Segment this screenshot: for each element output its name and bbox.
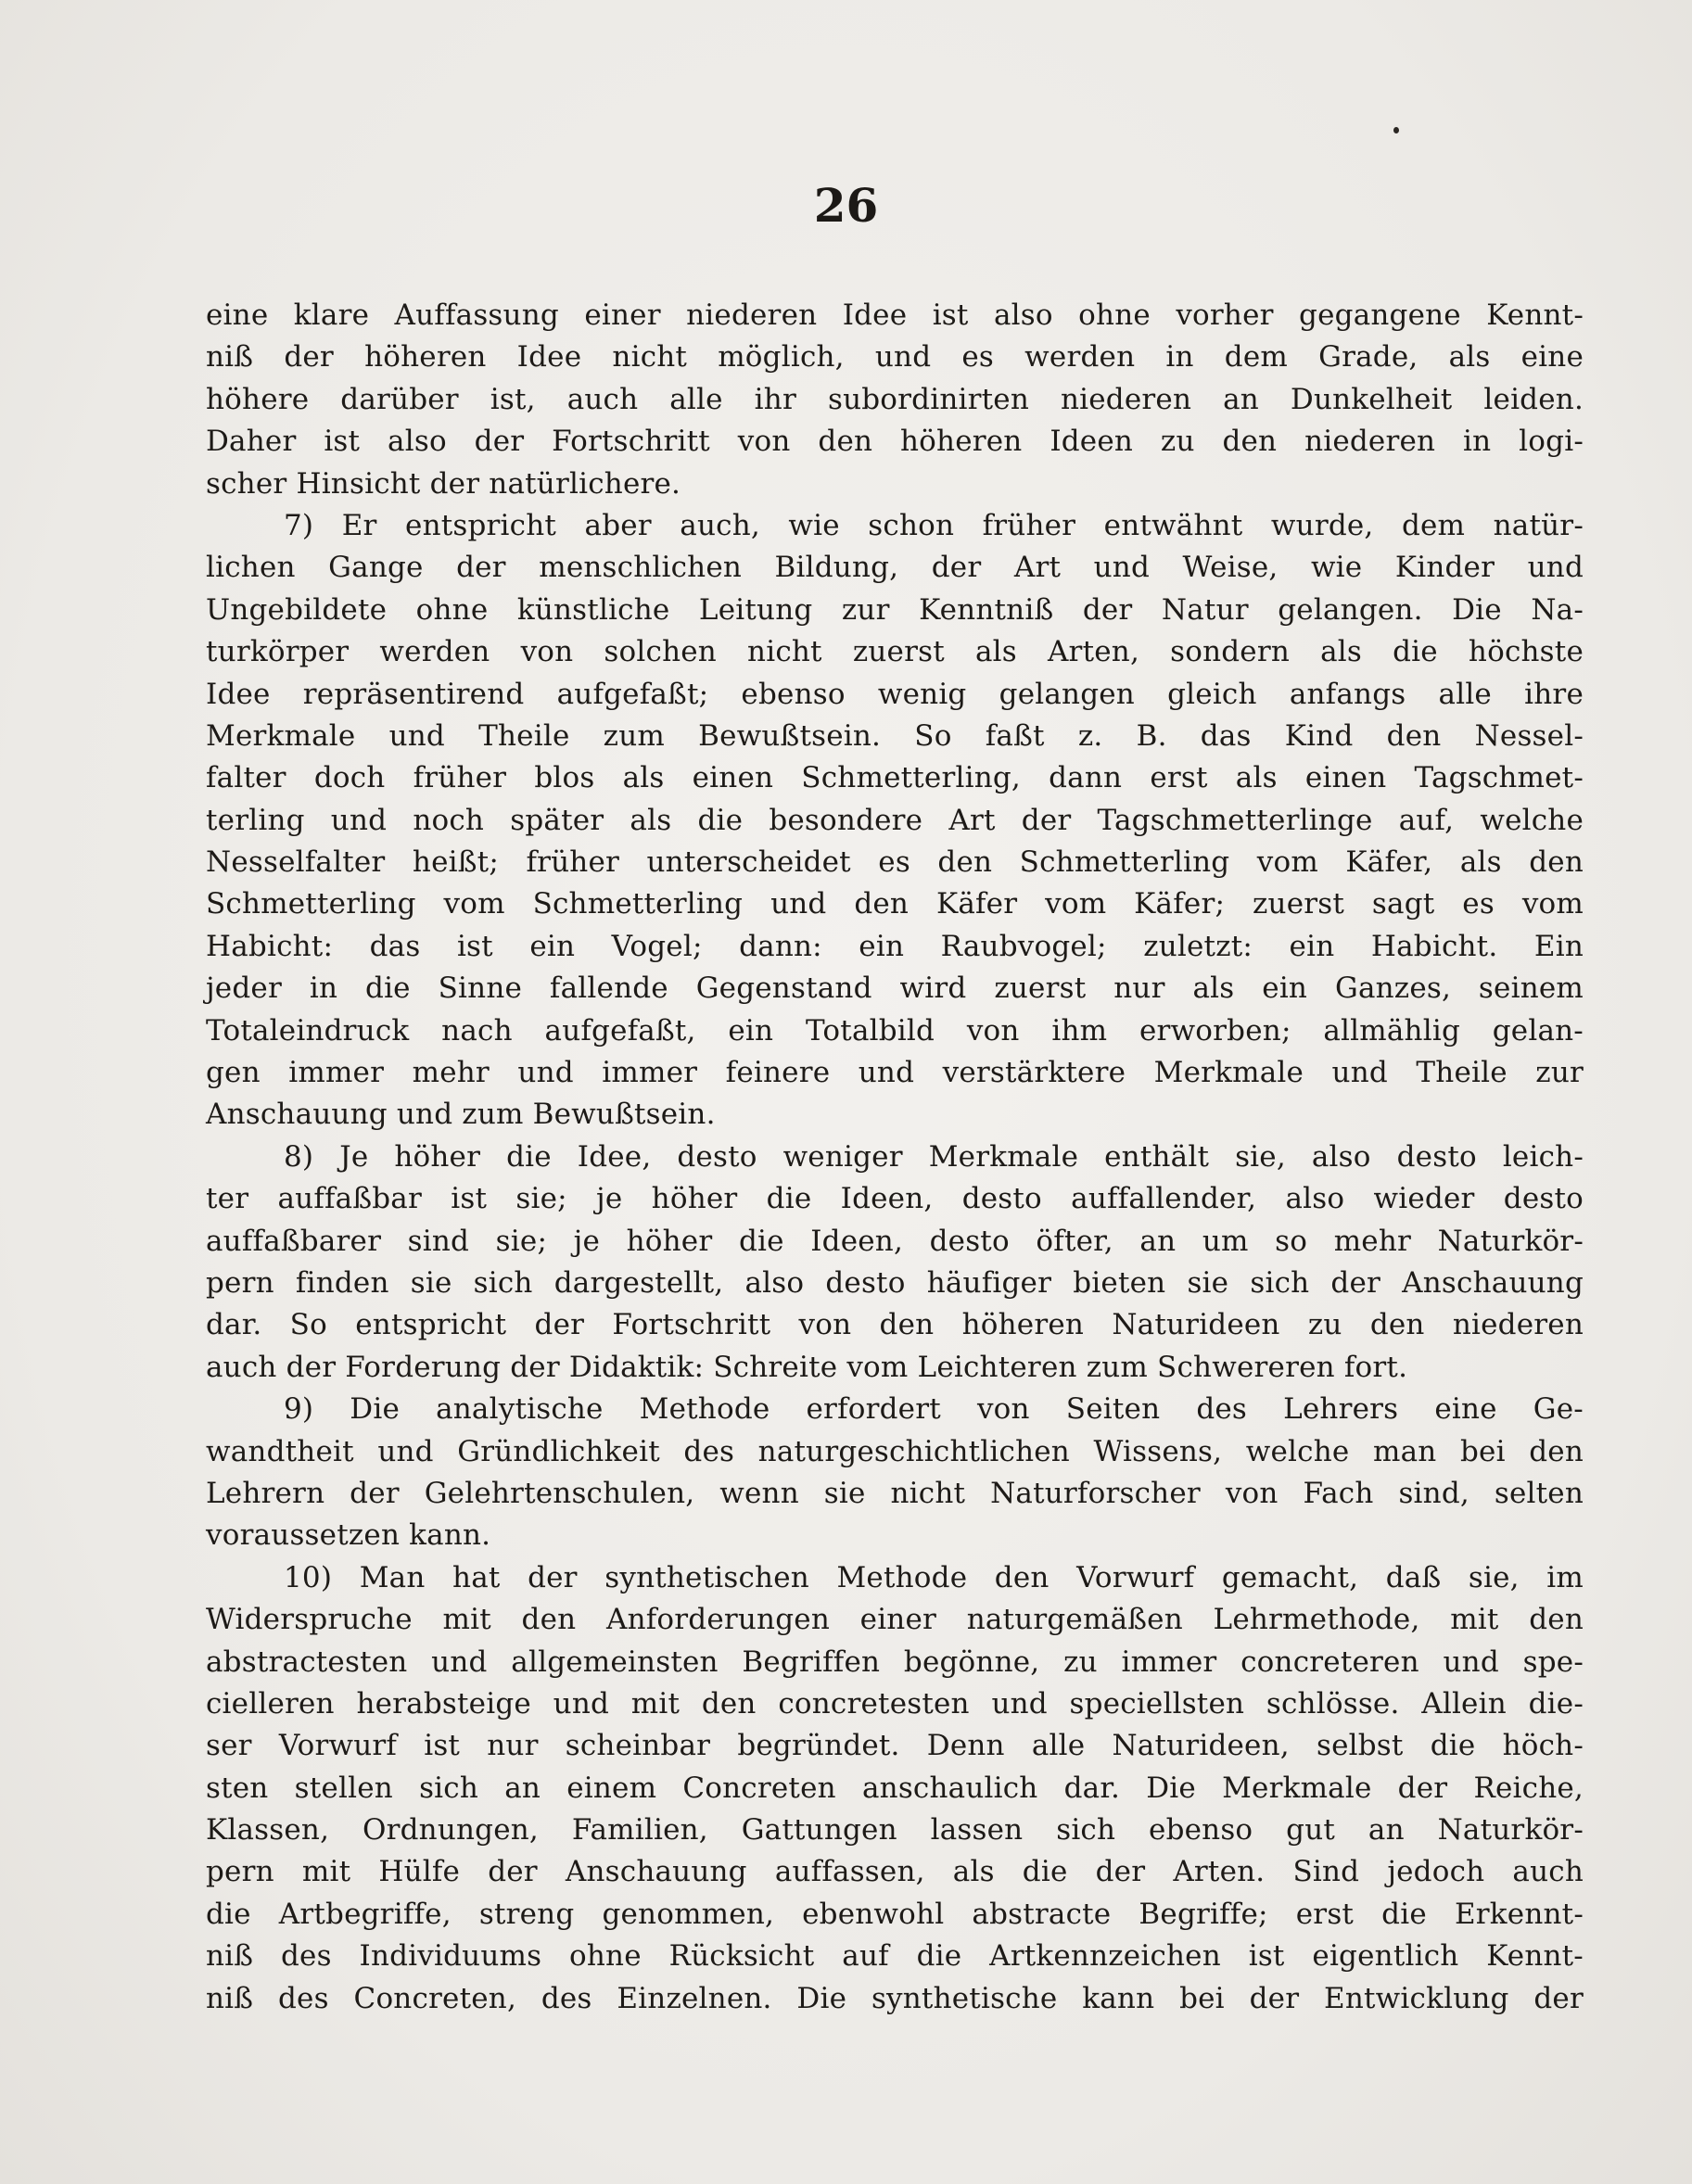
text-line: falter doch früher blos als einen Schmetterling, dann erst als einen Tagschmet- [206,761,1584,795]
text-line: Ungebildete ohne künstliche Leitung zur Kenntniß der Natur gelangen. Die Na- [206,592,1584,627]
text-line: 9) Die analytische Methode erfordert von Seiten des Lehrers eine Ge- [284,1392,1584,1427]
text-line: niß des Individuums ohne Rücksicht auf die Artkennzeichen ist eigentlich Kennt- [206,1939,1584,1974]
text-line: niß des Concreten, des Einzelnen. Die synthetische kann bei der Entwicklung der [206,1981,1584,2015]
text-line: ter auffaßbar ist sie; je höher die Ideen, desto auffallender, also wieder desto [206,1182,1584,1216]
text-line: niß der höheren Idee nicht möglich, und es werden in dem Grade, als eine [206,340,1584,375]
page-number: 26 [813,178,879,233]
text-line: cielleren herabsteige und mit den concretesten und speciellsten schlösse. Allein die- [206,1686,1584,1721]
text-line: auch der Forderung der Didaktik: Schreite vom Leichteren zum Schwereren fort. [206,1350,1408,1384]
text-line: abstractesten und allgemeinsten Begriffen begönne, zu immer concreteren und spe- [206,1644,1584,1679]
text-line: terling und noch später als die besondere Art der Tagschmetterlinge auf, welche [206,803,1584,837]
text-line: voraussetzen kann. [206,1518,491,1553]
text-line: Lehrern der Gelehrtenschulen, wenn sie nicht Naturforscher von Fach sind, selten [206,1476,1584,1510]
text-line: pern mit Hülfe der Anschauung auffassen, als die der Arten. Sind jedoch auch [206,1855,1584,1889]
text-line: ser Vorwurf ist nur scheinbar begründet. Denn alle Naturideen, selbst die höch- [206,1729,1584,1763]
text-line: Schmetterling vom Schmetterling und den Käfer vom Käfer; zuerst sagt es vom [206,887,1584,921]
body-text [206,295,1584,2020]
text-line: dar. So entspricht der Fortschritt von den höheren Naturideen zu den niederen [206,1308,1584,1342]
text-line: 10) Man hat der synthetischen Methode den Vorwurf gemacht, daß sie, im [284,1560,1584,1594]
text-line: Habicht: das ist ein Vogel; dann: ein Raubvogel; zuletzt: ein Habicht. Ein [206,929,1584,963]
text-line: gen immer mehr und immer feinere und verstärktere Merkmale und Theile zur [206,1056,1584,1090]
text-line: sten stellen sich an einem Concreten anschaulich dar. Die Merkmale der Reiche, [206,1771,1584,1805]
text-line: 8) Je höher die Idee, desto weniger Merkmale enthält sie, also desto leich- [284,1139,1584,1174]
text-line: wandtheit und Gründlichkeit des naturgeschichtlichen Wissens, welche man bei den [206,1434,1584,1468]
text-line: höhere darüber ist, auch alle ihr subordinirten niederen an Dunkelheit leiden. [206,382,1584,416]
text-line: Merkmale und Theile zum Bewußtsein. So faßt z. B. das Kind den Nessel- [206,718,1584,753]
text-line: Widerspruche mit den Anforderungen einer naturgemäßen Lehrmethode, mit den [206,1603,1584,1637]
ink-speck [1393,127,1399,133]
text-line: jeder in die Sinne fallende Gegenstand wird zuerst nur als ein Ganzes, seinem [206,971,1584,1006]
text-line: Anschauung und zum Bewußtsein. [206,1098,716,1132]
text-line: Totaleindruck nach aufgefaßt, ein Totalbild von ihm erworben; allmählig gelan- [206,1013,1584,1048]
text-line: eine klare Auffassung einer niederen Idee ist also ohne vorher gegangene Kennt- [206,298,1584,332]
text-line: Daher ist also der Fortschritt von den höheren Ideen zu den niederen in logi- [206,425,1584,459]
text-line: Klassen, Ordnungen, Familien, Gattungen lassen sich ebenso gut an Naturkör- [206,1813,1584,1848]
text-line: die Artbegriffe, streng genommen, ebenwohl abstracte Begriffe; erst die Erkennt- [206,1897,1584,1931]
text-line: 7) Er entspricht aber auch, wie schon früher entwähnt wurde, dem natür- [284,508,1584,542]
text-line: Nesselfalter heißt; früher unterscheidet es den Schmetterling vom Käfer, als den [206,845,1584,880]
text-line: Idee repräsentirend aufgefaßt; ebenso wenig gelangen gleich anfangs alle ihre [206,677,1584,711]
text-line: lichen Gange der menschlichen Bildung, der Art und Weise, wie Kinder und [206,551,1584,585]
text-line: scher Hinsicht der natürlichere. [206,466,681,501]
text-line: pern finden sie sich dargestellt, also desto häufiger bieten sie sich der Anschauung [206,1265,1584,1300]
text-line: auffaßbarer sind sie; je höher die Ideen, desto öfter, an um so mehr Naturkör- [206,1224,1584,1258]
text-line: turkörper werden von solchen nicht zuerst als Arten, sondern als die höchste [206,635,1584,669]
